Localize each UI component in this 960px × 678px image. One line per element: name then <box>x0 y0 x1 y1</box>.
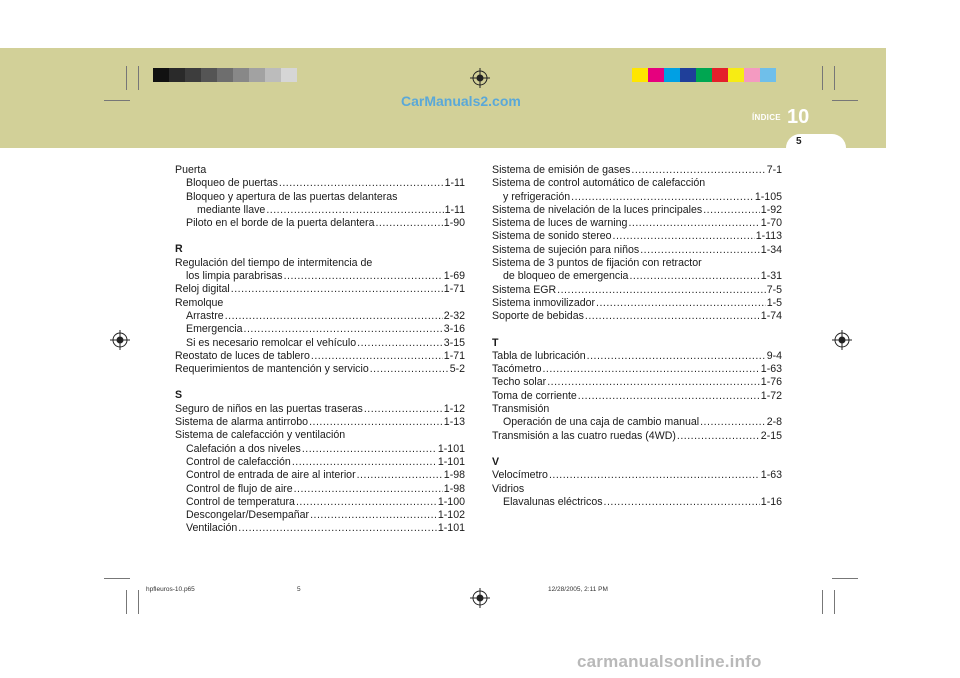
index-entry-label: Arrastre <box>186 309 224 322</box>
crop-mark <box>138 66 139 90</box>
index-entry-label: Sistema de sujeción para niños <box>492 243 640 256</box>
index-entry <box>492 284 782 297</box>
dot-leader <box>587 350 766 363</box>
index-letter-heading: T <box>492 336 499 349</box>
index-entry <box>492 430 782 443</box>
index-entry <box>492 164 782 177</box>
dot-leader <box>284 270 443 283</box>
index-entry-label: Sistema inmovilizador <box>492 296 596 309</box>
index-entry-page: 1-63 <box>760 363 782 376</box>
dot-leader <box>244 323 443 336</box>
index-letter-heading: R <box>175 243 183 256</box>
grayscale-swatches <box>153 68 297 82</box>
index-letter-heading: S <box>175 389 183 402</box>
index-entry: Puerta <box>175 164 207 176</box>
color-swatch <box>217 68 233 82</box>
index-entry <box>492 191 782 204</box>
index-entry <box>175 483 465 496</box>
index-entry-page: 1-72 <box>760 389 782 402</box>
index-entry-page: 7-5 <box>766 283 782 296</box>
index-entry-label: Toma de corriente <box>492 389 577 402</box>
index-entry <box>175 416 465 429</box>
index-entry-page: 1-63 <box>760 469 782 482</box>
index-entry <box>175 443 465 456</box>
index-entry-label: Sistema EGR <box>492 283 557 296</box>
color-swatch <box>201 68 217 82</box>
index-entry-label: Sistema de alarma antirrobo <box>175 416 309 429</box>
index-entry-page: 1-71 <box>443 283 465 296</box>
index-entry <box>175 337 465 350</box>
index-entry-label: Bloqueo de puertas <box>186 177 278 190</box>
index-entry-label: Control de flujo de aire <box>186 482 293 495</box>
index-entry-page: 7-1 <box>766 164 782 176</box>
index-entry <box>175 323 465 336</box>
index-entry-label: Reostato de luces de tablero <box>175 349 310 362</box>
index-entry-page: 1-5 <box>766 296 782 309</box>
index-entry-page: 1-11 <box>444 203 465 216</box>
color-swatch <box>281 68 297 82</box>
index-entry: Sistema de 3 puntos de fijación con retractor <box>492 257 702 270</box>
index-entry: Sistema de calefacción y ventilación <box>175 429 346 442</box>
index-entry-label: Si es necesario remolcar el vehículo <box>186 336 357 349</box>
index-entry <box>175 522 465 535</box>
dot-leader <box>292 456 437 469</box>
footer-filename: hpfleuros-10.p65 <box>146 586 195 593</box>
index-entry-page: 2-15 <box>760 429 782 442</box>
crop-mark <box>126 66 127 90</box>
dot-leader <box>310 509 437 522</box>
index-entry-label: Sistema de luces de warning <box>492 217 628 230</box>
dot-leader <box>296 496 437 509</box>
crop-mark <box>832 578 858 579</box>
index-entry-label: Techo solar <box>492 376 547 389</box>
crop-mark <box>822 590 823 614</box>
index-entry-page: 1-98 <box>443 482 465 495</box>
index-column-right <box>492 164 782 509</box>
dot-leader <box>596 297 766 310</box>
crop-mark <box>832 100 858 101</box>
index-entry <box>175 469 465 482</box>
dot-leader <box>266 204 443 217</box>
index-entry-page: 1-76 <box>760 376 782 389</box>
index-entry-page: 1-100 <box>437 495 465 508</box>
footer-page: 5 <box>297 586 301 593</box>
bottom-watermark-link[interactable]: carmanualsonline.info <box>577 652 762 671</box>
color-swatch <box>728 68 744 82</box>
dot-leader <box>640 244 760 257</box>
index-entry-label: mediante llave <box>197 203 266 216</box>
index-entry <box>492 204 782 217</box>
crop-mark <box>138 590 139 614</box>
color-swatch <box>169 68 185 82</box>
index-entry-page: 1-16 <box>760 495 782 508</box>
dot-leader <box>604 496 760 509</box>
index-entry <box>175 270 465 283</box>
index-entry-label: Seguro de niños en las puertas traseras <box>175 402 363 415</box>
color-swatch <box>648 68 664 82</box>
crop-mark <box>104 578 130 579</box>
color-swatch <box>760 68 776 82</box>
index-entry-page: 1-113 <box>755 230 782 243</box>
dot-leader <box>357 469 443 482</box>
index-entry-label: Tacómetro <box>492 363 542 376</box>
index-entry <box>492 376 782 389</box>
index-entry-label: Reloj digital <box>175 283 230 296</box>
crop-mark <box>126 590 127 614</box>
chapter-number: 10 <box>787 106 810 128</box>
color-swatch <box>744 68 760 82</box>
crop-mark <box>104 100 130 101</box>
dot-leader <box>370 363 449 376</box>
dot-leader <box>703 204 760 217</box>
index-entry-page: 1-69 <box>443 270 465 283</box>
index-entry-page: 5-2 <box>449 363 465 376</box>
index-entry <box>175 204 465 217</box>
index-entry-label: Sistema de emisión de gases <box>492 164 631 176</box>
index-entry: Remolque <box>175 296 224 309</box>
index-entry <box>175 217 465 230</box>
index-entry <box>492 363 782 376</box>
dot-leader <box>225 310 443 323</box>
page-number: 5 <box>796 136 802 147</box>
index-entry-page: 3-16 <box>443 323 465 336</box>
page-tab <box>786 134 846 158</box>
index-entry-label: de bloqueo de emergencia <box>503 270 629 283</box>
index-entry-page: 1-102 <box>437 509 465 522</box>
index-column-left <box>175 164 465 536</box>
index-entry-label: los limpia parabrisas <box>186 270 283 283</box>
index-entry <box>175 177 465 190</box>
dot-leader <box>542 363 759 376</box>
dot-leader <box>571 191 754 204</box>
dot-leader <box>585 310 760 323</box>
dot-leader <box>700 416 766 429</box>
dot-leader <box>557 284 766 297</box>
index-entry <box>492 297 782 310</box>
index-entry <box>175 283 465 296</box>
index-entry <box>492 350 782 363</box>
dot-leader <box>547 376 760 389</box>
index-entry-label: Sistema de nivelación de la luces principales <box>492 203 703 216</box>
index-entry-label: Sistema de sonido stereo <box>492 230 612 243</box>
dot-leader <box>677 430 760 443</box>
dot-leader <box>629 270 759 283</box>
color-swatches <box>632 68 776 82</box>
dot-leader <box>238 522 437 535</box>
index-entry-label: Descongelar/Desempañar <box>186 509 310 522</box>
index-entry-page: 1-71 <box>443 349 465 362</box>
index-entry-label: Ventilación <box>186 522 238 535</box>
index-entry-label: Tabla de lubricación <box>492 349 586 362</box>
index-entry <box>175 496 465 509</box>
color-swatch <box>153 68 169 82</box>
index-entry-page: 2-8 <box>766 416 782 429</box>
dot-leader <box>613 230 755 243</box>
dot-leader <box>302 443 437 456</box>
index-entry-label: Emergencia <box>186 323 243 336</box>
index-entry <box>492 416 782 429</box>
registration-mark-icon <box>470 588 490 608</box>
color-swatch <box>680 68 696 82</box>
dot-leader <box>578 390 760 403</box>
color-swatch <box>696 68 712 82</box>
registration-mark-icon <box>832 330 852 350</box>
crop-mark <box>822 66 823 90</box>
index-entry-page: 2-32 <box>443 309 465 322</box>
index-entry-label: Operación de una caja de cambio manual <box>503 416 700 429</box>
color-swatch <box>664 68 680 82</box>
dot-leader <box>357 337 443 350</box>
index-entry <box>492 496 782 509</box>
index-entry <box>492 217 782 230</box>
index-entry: Regulación del tiempo de intermitencia de <box>175 256 373 269</box>
index-entry <box>175 363 465 376</box>
registration-mark-icon <box>470 68 490 88</box>
index-entry-page: 1-90 <box>443 217 465 230</box>
index-entry-page: 1-105 <box>754 190 782 203</box>
dot-leader <box>628 217 759 230</box>
chapter-label: ÍNDICE <box>752 113 781 122</box>
index-entry-label: Transmisión a las cuatro ruedas (4WD) <box>492 429 676 442</box>
index-entry <box>175 350 465 363</box>
index-entry <box>175 310 465 323</box>
index-entry-label: Piloto en el borde de la puerta delantera <box>186 217 375 230</box>
index-entry-label: Control de entrada de aire al interior <box>186 469 356 482</box>
index-entry <box>492 270 782 283</box>
dot-leader <box>375 217 442 230</box>
color-swatch <box>185 68 201 82</box>
color-swatch <box>233 68 249 82</box>
index-entry-page: 1-13 <box>443 416 465 429</box>
index-entry-page: 3-15 <box>443 336 465 349</box>
index-entry <box>492 244 782 257</box>
registration-mark-icon <box>110 330 130 350</box>
index-entry-page: 1-74 <box>760 310 782 323</box>
dot-leader <box>311 350 443 363</box>
index-entry: Transmisión <box>492 403 550 416</box>
color-swatch <box>265 68 281 82</box>
index-entry-label: Calefación a dos niveles <box>186 442 301 455</box>
dot-leader <box>631 164 765 177</box>
index-entry <box>492 390 782 403</box>
dot-leader <box>279 177 444 190</box>
index-entry <box>175 403 465 416</box>
index-entry-page: 1-101 <box>437 522 465 535</box>
index-entry: Vidrios <box>492 482 525 495</box>
color-swatch <box>249 68 265 82</box>
dot-leader <box>294 483 443 496</box>
index-entry-label: Soporte de bebidas <box>492 310 584 323</box>
crop-mark <box>834 66 835 90</box>
dot-leader <box>231 283 443 296</box>
index-entry-page: 1-12 <box>443 402 465 415</box>
index-entry-page: 1-70 <box>760 217 782 230</box>
crop-mark <box>834 590 835 614</box>
color-swatch <box>632 68 648 82</box>
index-entry <box>492 230 782 243</box>
index-letter-heading: V <box>492 455 500 468</box>
index-entry-page: 1-101 <box>437 455 465 468</box>
index-entry-label: Elavalunas eléctricos <box>503 495 603 508</box>
dot-leader <box>309 416 443 429</box>
index-entry-page: 9-4 <box>766 349 782 362</box>
index-entry-label: Control de calefacción <box>186 455 291 468</box>
index-entry-page: 1-98 <box>443 469 465 482</box>
index-entry: Sistema de control automático de calefacción <box>492 177 706 190</box>
index-entry: Bloqueo y apertura de las puertas delanteras <box>186 190 398 203</box>
footer-timestamp: 12/28/2005, 2:11 PM <box>548 586 608 593</box>
index-entry-label: Velocímetro <box>492 469 548 482</box>
index-entry-page: 1-92 <box>760 203 782 216</box>
dot-leader <box>549 469 760 482</box>
index-entry-label: y refrigeración <box>503 190 571 203</box>
index-entry-page: 1-34 <box>760 243 782 256</box>
index-entry <box>175 509 465 522</box>
index-entry <box>492 469 782 482</box>
index-entry-page: 1-101 <box>437 442 465 455</box>
dot-leader <box>364 403 443 416</box>
index-entry-page: 1-11 <box>444 177 465 190</box>
index-entry <box>175 456 465 469</box>
index-entry-label: Requerimientos de mantención y servicio <box>175 363 369 376</box>
index-entry <box>492 310 782 323</box>
index-entry-label: Control de temperatura <box>186 495 295 508</box>
color-swatch <box>712 68 728 82</box>
index-entry-page: 1-31 <box>760 270 782 283</box>
watermark-link[interactable]: CarManuals2.com <box>401 93 521 109</box>
